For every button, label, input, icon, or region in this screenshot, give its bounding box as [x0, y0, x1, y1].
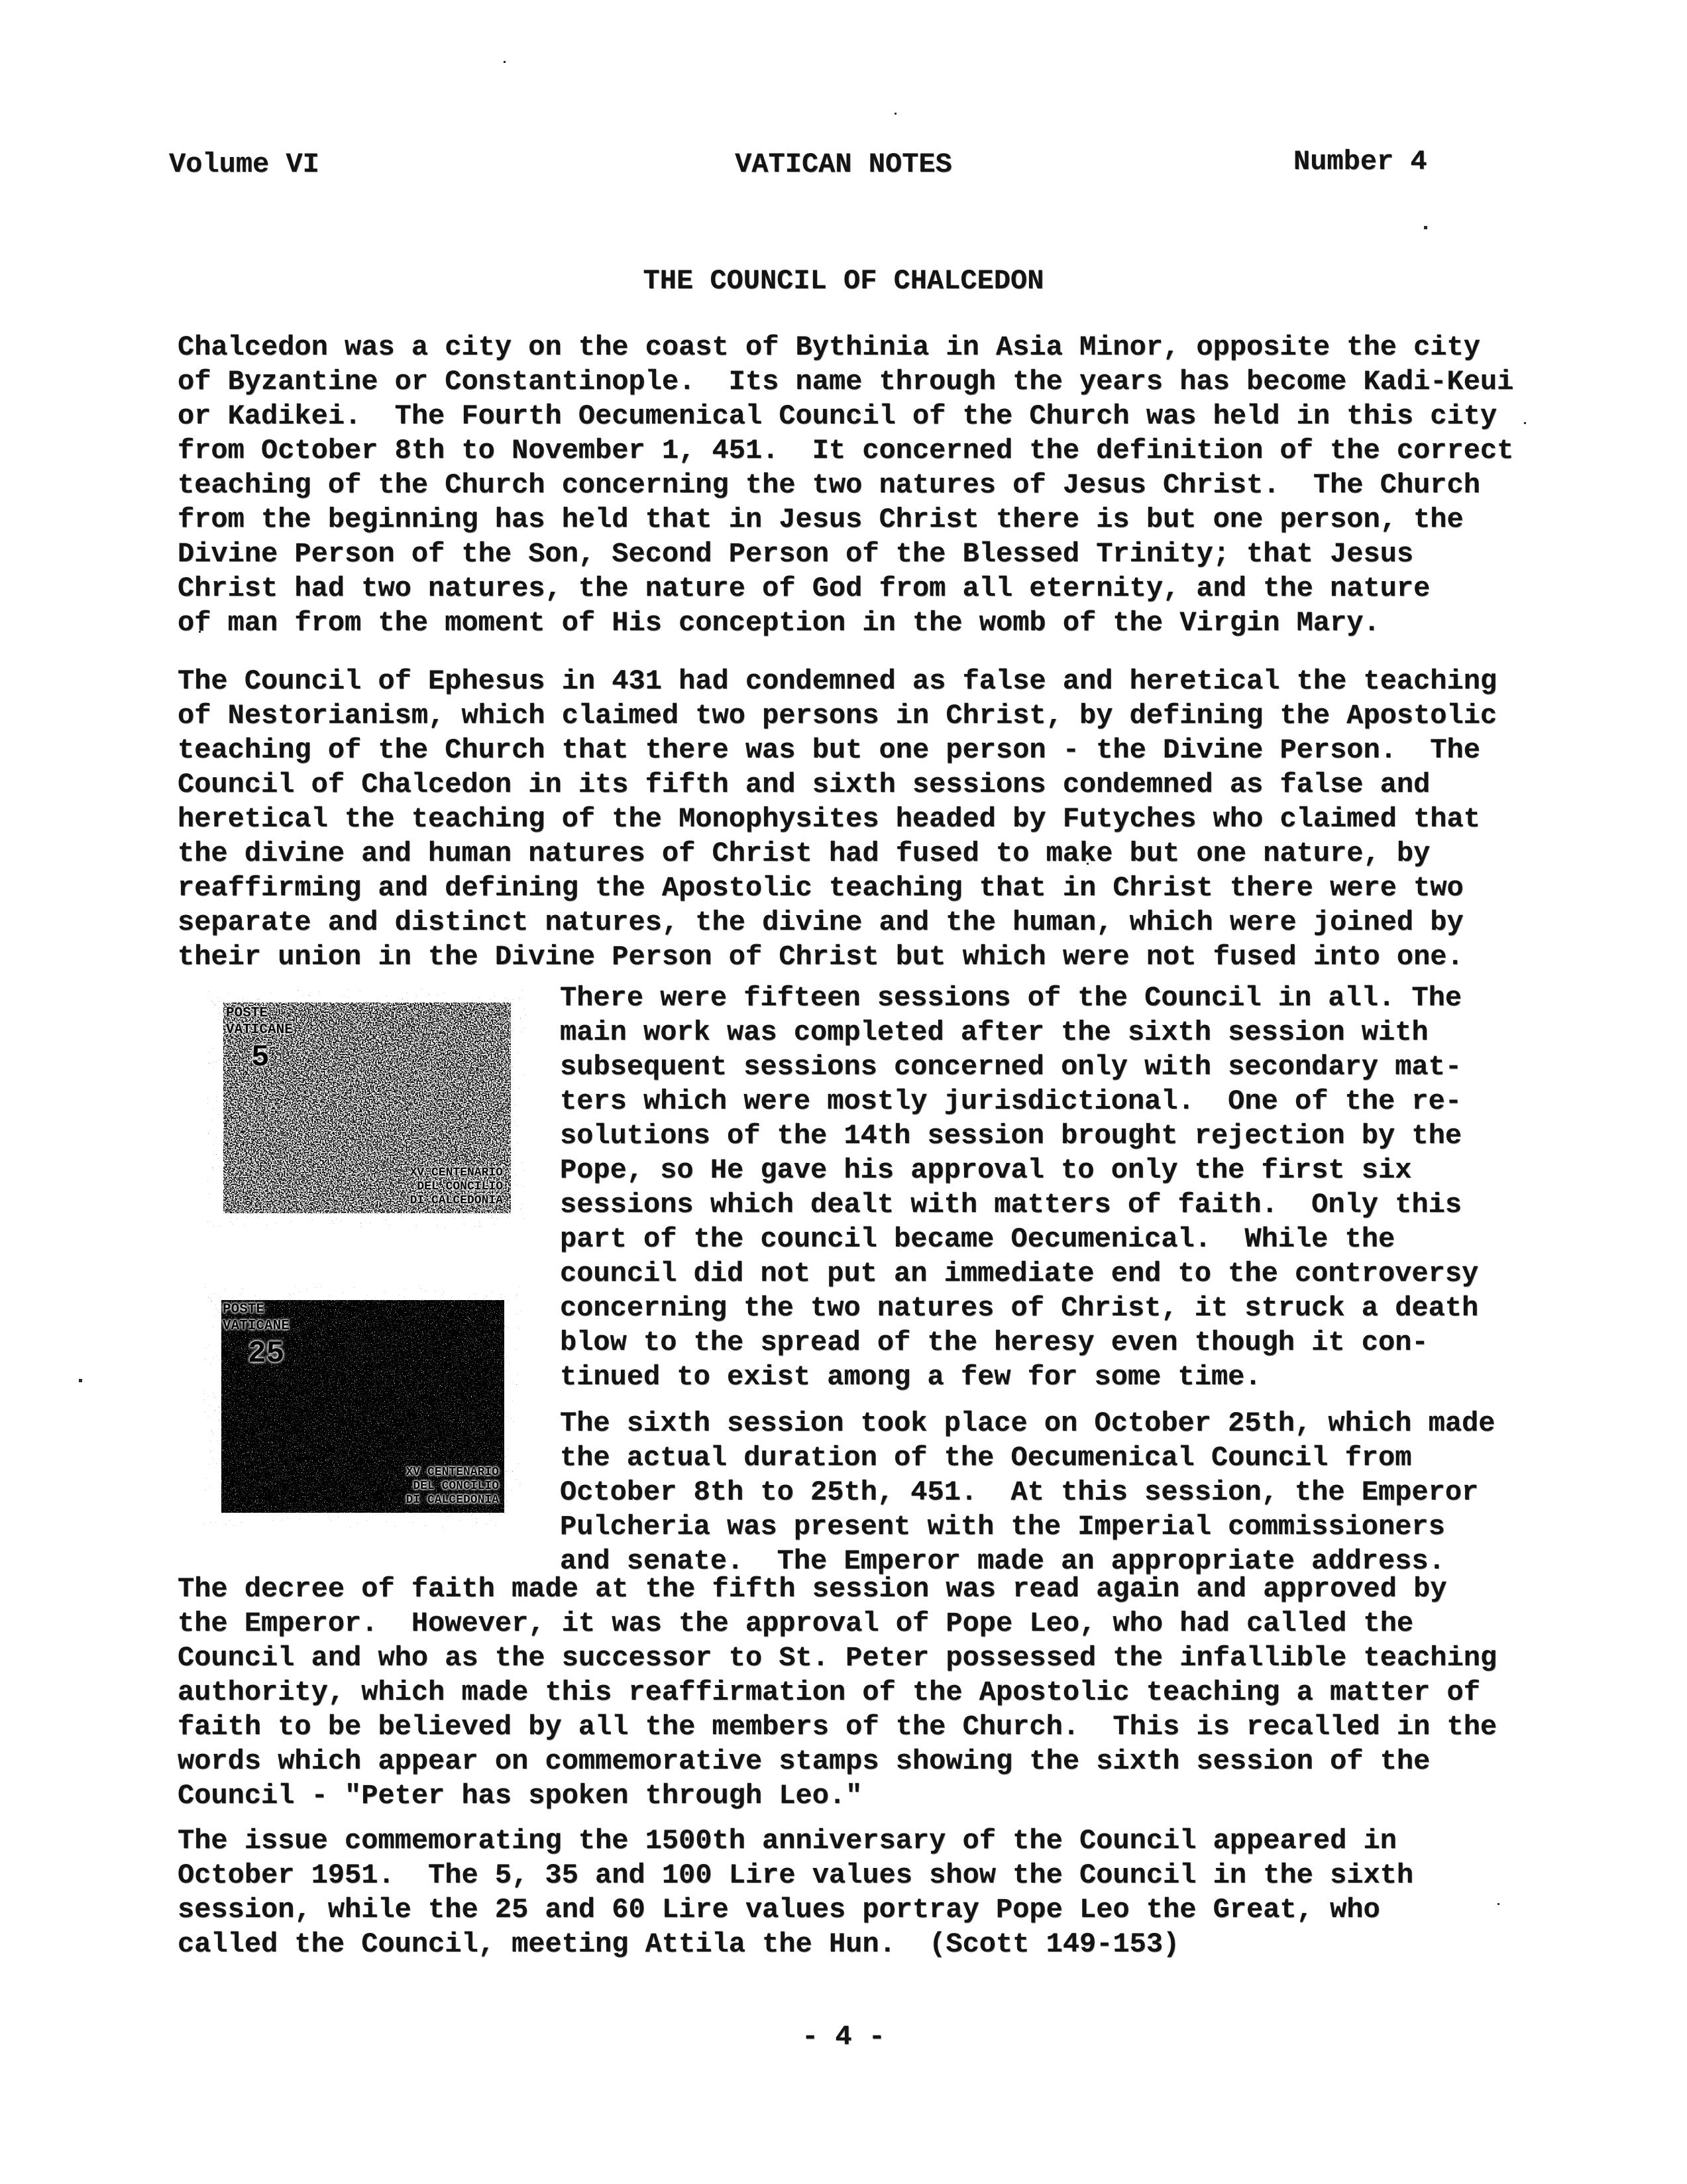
text-line: ters which were mostly jurisdictional. One of the re- — [560, 1085, 1462, 1117]
text-line: the actual duration of the Oecumenical Council from — [560, 1442, 1412, 1474]
text-line: or Kadikei. The Fourth Oecumenical Council of the Church was held in this city — [178, 400, 1497, 432]
text-line: DEL CONCILIO — [413, 1480, 499, 1493]
text-line: heretical the teaching of the Monophysites headed by Futyches who claimed that — [178, 803, 1480, 835]
text-line: POSTE — [226, 1006, 268, 1021]
paragraph-4-fullwidth — [178, 1572, 1497, 1813]
text-line: Council of Chalcedon in its fifth and sixth sessions condemned as false and — [178, 769, 1431, 800]
text-line: The sixth session took place on October 25th, which made — [560, 1407, 1496, 1439]
text-line: separate and distinct natures, the divine and the human, which were joined by — [178, 906, 1464, 938]
text-line: of Nestorianism, which claimed two persons in Christ, by defining the Apostolic — [178, 700, 1497, 732]
text-line: the divine and human natures of Christ had fused to make but one nature, by — [178, 838, 1431, 869]
paragraph-1 — [178, 330, 1513, 640]
text-line: sessions which dealt with matters of faith. Only this — [560, 1189, 1462, 1221]
text-line: and senate. The Emperor made an appropriate address. — [560, 1545, 1445, 1577]
text-line: of Byzantine or Constantinople. Its name through the years has become Kadi-Keui — [178, 366, 1514, 398]
text-line: VATICANE — [226, 1022, 293, 1038]
stamp-caption-text — [410, 1166, 503, 1208]
text-line: session, while the 25 and 60 Lire values portray Pope Leo the Great, who — [178, 1894, 1380, 1926]
paragraph-5 — [178, 1824, 1413, 1961]
header-number: Number 4 — [1293, 146, 1427, 178]
text-line: Divine Person of the Son, Second Person of the Blessed Trinity; that Jesus — [178, 538, 1414, 570]
text-line: Pope, so He gave his approval to only the first six — [560, 1154, 1412, 1186]
text-line: The decree of faith made at the fifth session was read again and approved by — [178, 1573, 1447, 1605]
header-volume: Volume VI — [169, 148, 319, 180]
text-line: authority, which made this reaffirmation of the Apostolic teaching a matter of — [178, 1676, 1480, 1708]
text-line: of man from the moment of His conception in the womb of the Virgin Mary. — [178, 607, 1380, 639]
text-line: subsequent sessions concerned only with secondary mat- — [560, 1051, 1462, 1083]
text-line: The issue commemorating the 1500th anniversary of the Council appeared in — [178, 1825, 1397, 1857]
text-line: main work was completed after the sixth session with — [560, 1016, 1429, 1048]
paragraph-3 — [560, 981, 1478, 1394]
text-line: Pulcheria was present with the Imperial commissioners — [560, 1511, 1445, 1543]
page-number: - 4 - — [801, 2021, 886, 2053]
article-title: THE COUNCIL OF CHALCEDON — [643, 265, 1044, 297]
text-line: DI CALCEDONIA — [409, 1194, 503, 1207]
text-line: faith to be believed by all the members of the Church. This is recalled in the — [178, 1711, 1497, 1743]
text-line: solutions of the 14th session brought rejection by the — [560, 1120, 1462, 1152]
text-line: blow to the spread of the heresy even though it con- — [560, 1327, 1429, 1358]
text-line: reaffirming and defining the Apostolic teaching that in Christ there were two — [178, 872, 1464, 904]
text-line: Christ had two natures, the nature of God from all eternity, and the nature — [178, 573, 1431, 604]
paragraph-2 — [178, 664, 1497, 974]
text-line: teaching of the Church concerning the two natures of Jesus Christ. The Church — [178, 469, 1480, 501]
text-line: October 1951. The 5, 35 and 100 Lire values show the Council in the sixth — [178, 1859, 1414, 1891]
text-line: October 8th to 25th, 451. At this session, the Emperor — [560, 1476, 1479, 1508]
text-line: There were fifteen sessions of the Council in all. The — [560, 982, 1462, 1014]
stamp-caption-text — [406, 1466, 499, 1507]
paper-specks — [504, 61, 506, 63]
stamp-issuer-text — [223, 1301, 290, 1335]
text-line: DEL CONCILIO — [417, 1180, 503, 1193]
text-line: part of the council became Oecumenical. While the — [560, 1223, 1395, 1255]
text-line: Chalcedon was a city on the coast of Bythinia in Asia Minor, opposite the city — [178, 331, 1480, 363]
text-line: the Emperor. However, it was the approval of Pope Leo, who had called the — [178, 1608, 1414, 1639]
text-line: from the beginning has held that in Jesus Christ there is but one person, the — [178, 504, 1464, 535]
text-line: POSTE — [223, 1302, 265, 1317]
text-line: Council - "Peter has spoken through Leo." — [178, 1780, 863, 1812]
header-publication-title: VATICAN NOTES — [735, 148, 952, 180]
text-line: XV CENTENARIO — [409, 1166, 503, 1179]
text-line: words which appear on commemorative stamps showing the sixth session of the — [178, 1745, 1431, 1777]
text-line: XV CENTENARIO — [406, 1466, 499, 1479]
text-line: teaching of the Church that there was but one person - the Divine Person. The — [178, 734, 1480, 766]
text-line: their union in the Divine Person of Christ but which were not fused into one. — [178, 941, 1464, 973]
text-line: Council and who as the successor to St. Peter possessed the infallible teaching — [178, 1642, 1497, 1674]
text-line: The Council of Ephesus in 431 had condemned as false and heretical the teaching — [178, 665, 1497, 697]
stamp-denomination: 5 — [251, 1040, 270, 1075]
text-line: tinued to exist among a few for some time. — [560, 1361, 1262, 1393]
stamp-image-5-lire — [207, 989, 525, 1228]
stamp-denomination: 25 — [248, 1337, 285, 1371]
text-line: DI CALCEDONIA — [406, 1494, 499, 1507]
text-line: from October 8th to November 1, 451. It concerned the definition of the correct — [178, 435, 1514, 466]
text-line: concerning the two natures of Christ, it struck a death — [560, 1292, 1479, 1324]
paragraph-4-indented — [560, 1406, 1495, 1578]
text-line: VATICANE — [223, 1319, 290, 1334]
text-line: council did not put an immediate end to the controversy — [560, 1258, 1479, 1289]
stamp-image-25-lire — [204, 1285, 521, 1527]
stamp-issuer-text — [226, 1005, 293, 1038]
text-line: called the Council, meeting Attila the Hun. (Scott 149-153) — [178, 1928, 1180, 1960]
